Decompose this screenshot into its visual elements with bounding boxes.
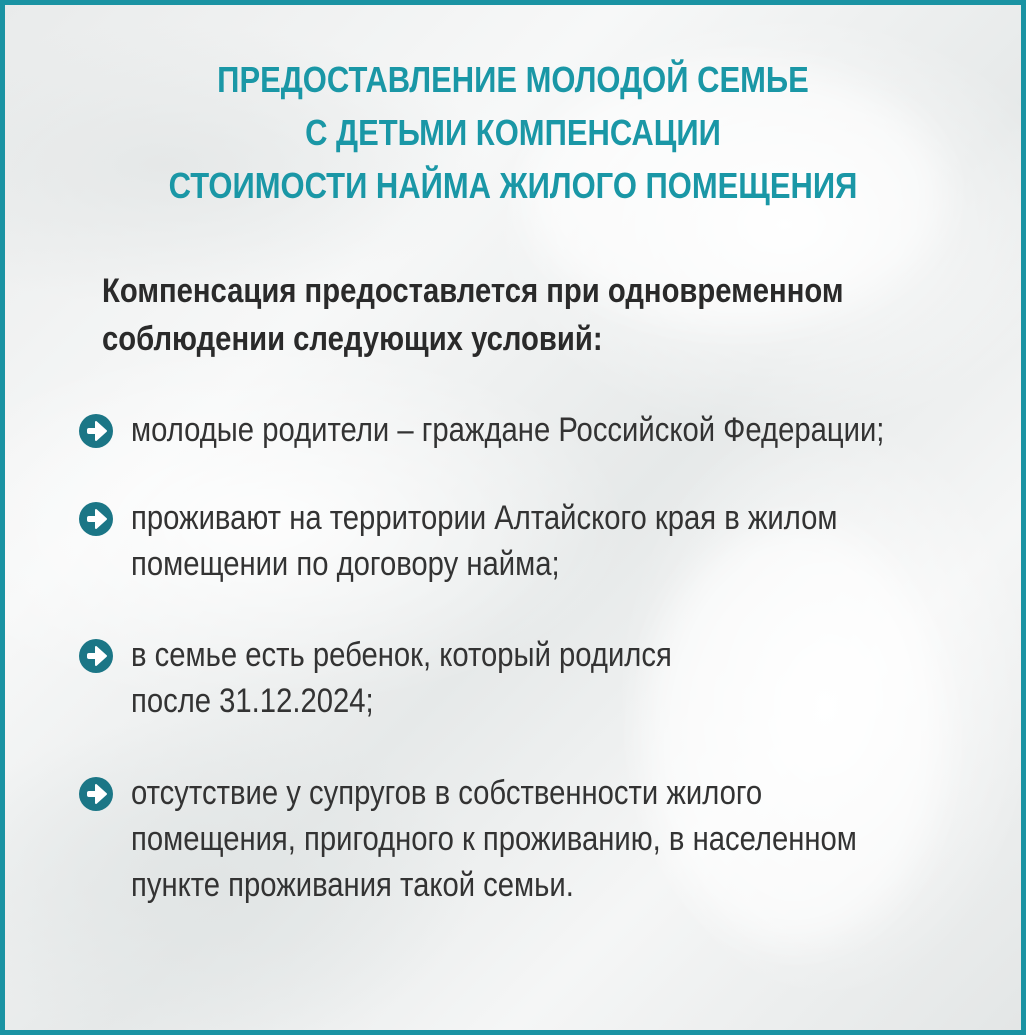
intro-heading [102,267,928,363]
arrow-right-circle-icon [79,414,113,448]
condition-line: после 31.12.2024; [131,682,374,720]
condition-line: проживают на территории Алтайского края в жилом [131,499,838,537]
condition-text [131,407,884,453]
condition-text [131,495,838,587]
condition-line: помещения, пригодного к проживанию, в населенном [131,820,857,858]
condition-text [131,632,672,724]
title-line: СТОИМОСТИ НАЙМА ЖИЛОГО ПОМЕЩЕНИЯ [168,165,858,206]
arrow-right-circle-icon [79,639,113,673]
title-line: С ДЕТЬМИ КОМПЕНСАЦИИ [305,112,721,153]
title-line: ПРЕДОСТАВЛЕНИЕ МОЛОДОЙ СЕМЬЕ [217,59,809,100]
intro-line: соблюдении следующих условий: [102,320,603,358]
condition-line: пункте проживания такой семьи. [131,866,574,904]
page-title [76,53,950,212]
condition-line: молодые родители – граждане Российской Федерации; [131,411,885,449]
condition-line: в семье есть ребенок, который родился [131,636,672,674]
condition-line: помещении по договору найма; [131,545,560,583]
intro-line: Компенсация предоставлется при одновременном [102,272,844,310]
condition-text [131,770,857,908]
condition-line: отсутствие у супругов в собственности жилого [131,774,763,812]
arrow-right-circle-icon [79,777,113,811]
arrow-right-circle-icon [79,502,113,536]
